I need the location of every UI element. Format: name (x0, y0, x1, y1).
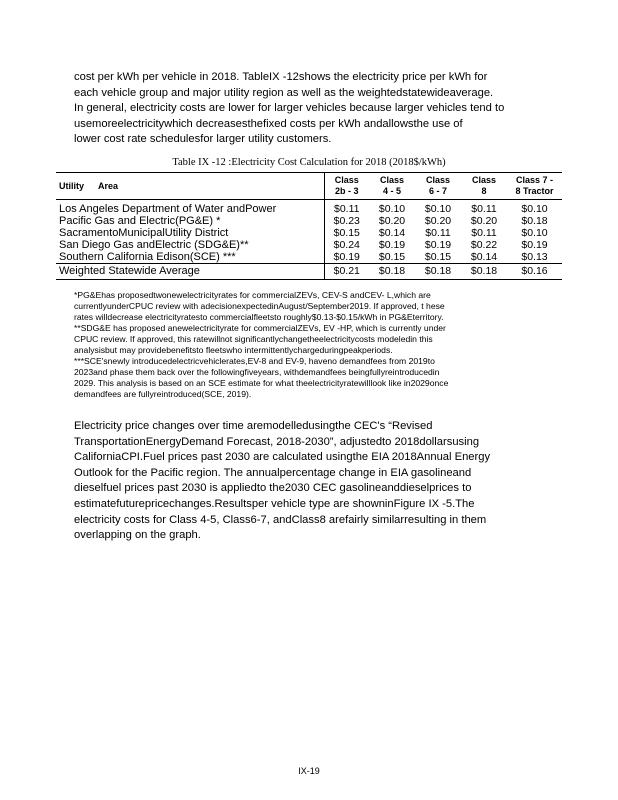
row-area: Los Angeles Department of Water andPower (56, 200, 324, 216)
table-row (56, 227, 562, 239)
intro-line: each vehicle group and major utility region as well as the weightedstatewideaverage. (74, 86, 494, 99)
intro-line: cost per kWh per vehicle in 2018. TableIX -12shows the electricity price per kWh for (74, 71, 488, 83)
paragraph-line: CaliforniaCPI.Fuel prices past 2030 are calculated usingthe EIA 2018Annual Energy (74, 451, 491, 464)
total-value: $0.18 (369, 264, 415, 280)
row-value: $0.15 (378, 251, 406, 263)
header-class-line2: 8 (481, 186, 487, 196)
paragraph-line: overlapping on the graph. (74, 529, 201, 542)
header-class-line2: 6 - 7 (428, 186, 447, 196)
row-value: $0.24 (333, 239, 360, 251)
row-value: $0.15 (333, 227, 360, 239)
header-class-line1: Class 7 - (515, 175, 554, 185)
header-class-line2: 2b - 3 (334, 186, 359, 196)
total-value: $0.21 (324, 264, 369, 280)
footnote-line: 2029. This analysis is based on an SCE estimate for what theelectricityratewilllook like in2029once (74, 378, 449, 388)
page-number: IX-19 (298, 766, 320, 776)
footnote-line: CPUC review. If approved, this ratewillnot significantlychangetheelectricitycosts modeledin this (74, 334, 433, 344)
header-class-4-5 (369, 173, 415, 200)
header-class-line1: Class (334, 175, 359, 185)
row-value: $0.19 (424, 239, 452, 251)
paragraph-line: electricity costs for Class 4-5, Class6-7, andClass8 arefairly similarresulting in them (74, 513, 487, 526)
row-value: $0.10 (521, 227, 548, 239)
row-value: $0.11 (471, 203, 497, 215)
footnote-line: 2023and phase them back over the followingfiveyears, withdemandfees beingfullyreintroducedin (74, 367, 440, 377)
total-value: $0.18 (461, 264, 507, 280)
paragraph-line: estimatefuturepricechanges.Resultsper vehicle type are showninFigure IX -5.The (74, 497, 475, 510)
total-value: $0.16 (507, 264, 562, 280)
row-value: $0.10 (521, 203, 548, 215)
row-area: SacramentoMunicipalUtility District (56, 227, 324, 239)
footnote-line: **SDG&E has proposed anewelectricityrate for commercialZEVs, EV -HP, which is currently under (74, 323, 446, 333)
footnote-line: analysisbut may providebenefitsto fleetswho intermittentlychargeduringpeakperiods. (74, 345, 393, 355)
header-class-7-8-tractor (507, 173, 562, 200)
row-value: $0.19 (333, 251, 360, 263)
row-value: $0.10 (424, 203, 452, 215)
footnote-line: *PG&Ehas proposedtwonewelectricityrates for commercialZEVs, CEV-S andCEV- L,which are (74, 290, 431, 300)
row-value: $0.10 (378, 203, 406, 215)
header-utility: Utility (56, 173, 94, 200)
table-total-row (56, 264, 562, 280)
footnote-line: ***SCE'snewly introducedelectricvehiclerates,EV-8 and EV-9, haveno demandfees from 2019to (74, 356, 435, 366)
price-change-paragraph (74, 419, 554, 544)
row-area: Southern California Edison(SCE) *** (56, 251, 324, 264)
row-value: $0.22 (470, 239, 498, 251)
header-area: Area (94, 173, 324, 200)
total-area: Weighted Statewide Average (56, 264, 324, 280)
row-value: $0.19 (521, 239, 548, 251)
paragraph-line: TransportationEnergyDemand Forecast, 2018-2030”, adjustedto 2018dollarsusing (74, 435, 480, 448)
electricity-cost-table-wrapper (56, 172, 562, 280)
intro-paragraph (74, 70, 554, 148)
row-value: $0.11 (425, 227, 451, 239)
table-row (56, 215, 562, 227)
footnote-line: demandfees are fullyreintroduced(SCE, 2019). (74, 389, 252, 399)
footnote-line: rates willdecrease electricityratesto commercialfleetsto roughly$0.13-$0.15/kWh in PG&Eterritory. (74, 312, 444, 322)
row-value: $0.20 (424, 215, 452, 227)
header-class-line2: 4 - 5 (382, 186, 401, 196)
row-value: $0.19 (378, 239, 406, 251)
row-area: San Diego Gas andElectric (SDG&E)** (56, 239, 324, 251)
row-value: $0.20 (378, 215, 406, 227)
table-caption: Table IX -12 :Electricity Cost Calculation for 2018 (2018$/kWh) (172, 157, 446, 168)
total-value: $0.18 (415, 264, 461, 280)
table-footnotes (74, 290, 544, 400)
row-value: $0.14 (470, 251, 498, 263)
intro-line: In general, electricity costs are lower for larger vehicles because larger vehicles tend to (74, 102, 505, 115)
table-row (56, 200, 562, 216)
row-value: $0.18 (521, 215, 548, 227)
footnote-line: currentlyunderCPUC review with adecisionexpectedinAugust/September2019. If approved, t hese (74, 301, 445, 311)
row-value: $0.20 (470, 215, 498, 227)
row-value: $0.14 (378, 227, 406, 239)
header-class-line1: Class (379, 175, 405, 185)
paragraph-line: Outlook for the Pacific region. The annualpercentage change in EIA gasolineand (74, 466, 472, 479)
row-value: $0.11 (471, 227, 497, 239)
paragraph-line: dieselfuel prices past 2030 is appliedto the2030 CEC gasolineanddieselprices to (74, 482, 472, 495)
row-area: Pacific Gas and Electric(PG&E) * (56, 215, 324, 227)
intro-line: usemoreelectricitywhich decreasesthefixed costs per kWh andallowsthe use of (74, 117, 463, 130)
header-class-8 (461, 173, 507, 200)
header-class-line1: Class (471, 175, 497, 185)
header-class-line1: Class (425, 175, 451, 185)
table-row (56, 239, 562, 251)
intro-line: lower cost rate schedulesfor larger utility customers. (74, 133, 332, 146)
paragraph-line: Electricity price changes over time aremodelledusingthe CEC's “Revised (74, 420, 433, 432)
row-value: $0.11 (334, 203, 360, 215)
header-class-6-7 (415, 173, 461, 200)
table-header-row (56, 173, 562, 200)
header-class-line2: 8 Tractor (515, 186, 554, 196)
row-value: $0.13 (521, 251, 548, 263)
row-value: $0.15 (424, 251, 452, 263)
electricity-cost-table (56, 172, 562, 280)
header-class-2b-3 (324, 173, 369, 200)
table-row (56, 251, 562, 264)
row-value: $0.23 (333, 215, 360, 227)
